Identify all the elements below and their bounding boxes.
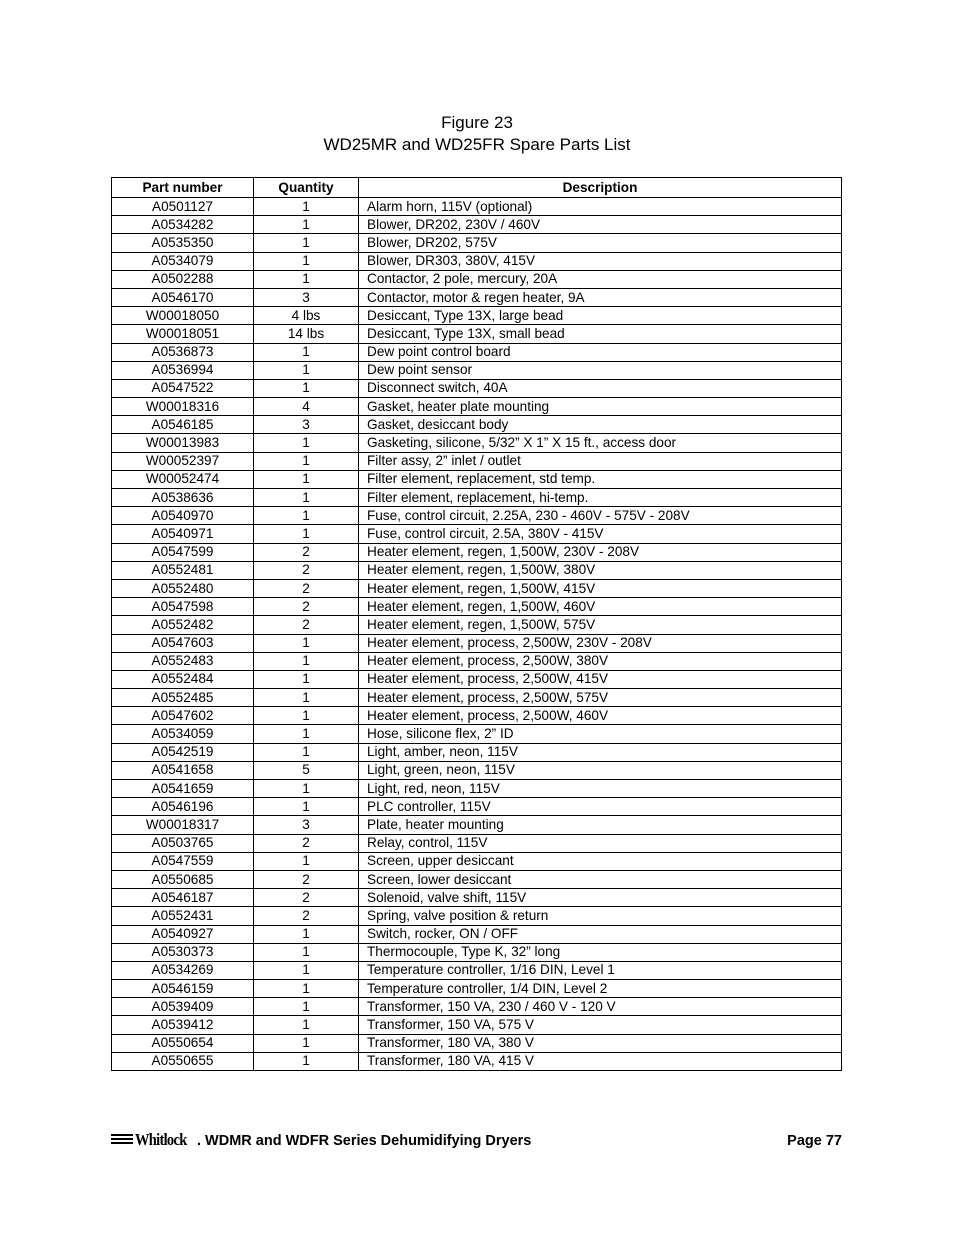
quantity-cell: 1	[254, 1034, 359, 1052]
part-number-cell: A0534079	[112, 252, 254, 270]
table-row	[112, 961, 842, 979]
part-number-cell: A0547603	[112, 634, 254, 652]
part-number-cell: A0535350	[112, 234, 254, 252]
quantity-cell: 1	[254, 343, 359, 361]
quantity-cell: 1	[254, 707, 359, 725]
part-number-cell: A0530373	[112, 943, 254, 961]
table-row	[112, 234, 842, 252]
table-row	[112, 616, 842, 634]
table-row	[112, 507, 842, 525]
table-row	[112, 343, 842, 361]
quantity-cell: 1	[254, 470, 359, 488]
quantity-cell: 2	[254, 870, 359, 888]
table-row	[112, 198, 842, 216]
table-row	[112, 307, 842, 325]
table-row	[112, 543, 842, 561]
part-number-cell: A0540970	[112, 507, 254, 525]
part-number-cell: A0539412	[112, 1016, 254, 1034]
part-number-cell: W00052474	[112, 470, 254, 488]
part-number-cell: A0546187	[112, 889, 254, 907]
description-cell: Contactor, 2 pole, mercury, 20A	[359, 270, 842, 288]
description-cell: Blower, DR202, 575V	[359, 234, 842, 252]
whitlock-logo	[111, 1130, 188, 1150]
quantity-cell: 2	[254, 616, 359, 634]
quantity-cell: 1	[254, 925, 359, 943]
table-row	[112, 525, 842, 543]
part-number-cell: A0546185	[112, 416, 254, 434]
table-row	[112, 252, 842, 270]
spare-parts-table	[111, 177, 842, 1071]
quantity-cell: 1	[254, 216, 359, 234]
logo-mark-icon	[111, 1133, 133, 1147]
table-row	[112, 670, 842, 688]
part-number-cell: A0547522	[112, 379, 254, 397]
description-cell: Thermocouple, Type K, 32” long	[359, 943, 842, 961]
part-number-cell: A0534059	[112, 725, 254, 743]
quantity-cell: 1	[254, 852, 359, 870]
quantity-cell: 1	[254, 998, 359, 1016]
description-cell: Screen, lower desiccant	[359, 870, 842, 888]
part-number-cell: A0550655	[112, 1052, 254, 1070]
description-cell: Heater element, regen, 1,500W, 380V	[359, 561, 842, 579]
part-number-cell: A0552485	[112, 689, 254, 707]
part-number-cell: W00018050	[112, 307, 254, 325]
part-number-cell: W00018051	[112, 325, 254, 343]
part-number-cell: A0547598	[112, 598, 254, 616]
description-cell: Hose, silicone flex, 2” ID	[359, 725, 842, 743]
part-number-cell: A0536994	[112, 361, 254, 379]
description-cell: Blower, DR303, 380V, 415V	[359, 252, 842, 270]
part-number-cell: A0547559	[112, 852, 254, 870]
table-row	[112, 780, 842, 798]
table-row	[112, 998, 842, 1016]
part-number-cell: A0550654	[112, 1034, 254, 1052]
quantity-cell: 1	[254, 689, 359, 707]
description-cell: Spring, valve position & return	[359, 907, 842, 925]
part-number-cell: A0542519	[112, 743, 254, 761]
part-number-cell: A0547602	[112, 707, 254, 725]
quantity-cell: 1	[254, 652, 359, 670]
description-cell: Gasket, desiccant body	[359, 416, 842, 434]
part-number-cell: A0552431	[112, 907, 254, 925]
description-cell: Heater element, regen, 1,500W, 460V	[359, 598, 842, 616]
description-cell: Transformer, 150 VA, 230 / 460 V - 120 V	[359, 998, 842, 1016]
quantity-cell: 2	[254, 543, 359, 561]
table-row	[112, 689, 842, 707]
description-cell: Heater element, process, 2,500W, 460V	[359, 707, 842, 725]
quantity-cell: 1	[254, 434, 359, 452]
description-cell: Disconnect switch, 40A	[359, 379, 842, 397]
table-row	[112, 907, 842, 925]
description-cell: Filter assy, 2” inlet / outlet	[359, 452, 842, 470]
part-number-cell: A0501127	[112, 198, 254, 216]
description-cell: Dew point sensor	[359, 361, 842, 379]
description-cell: Filter element, replacement, std temp.	[359, 470, 842, 488]
description-cell: PLC controller, 115V	[359, 798, 842, 816]
part-number-cell: A0552480	[112, 579, 254, 597]
quantity-cell: 1	[254, 943, 359, 961]
description-cell: Gasketing, silicone, 5/32” X 1” X 15 ft., access door	[359, 434, 842, 452]
table-row	[112, 416, 842, 434]
table-row	[112, 579, 842, 597]
table-row	[112, 1052, 842, 1070]
quantity-cell: 1	[254, 198, 359, 216]
column-header-part-number: Part number	[112, 178, 254, 198]
part-number-cell: A0534269	[112, 961, 254, 979]
table-row	[112, 398, 842, 416]
table-row	[112, 489, 842, 507]
description-cell: Contactor, motor & regen heater, 9A	[359, 288, 842, 306]
part-number-cell: W00018316	[112, 398, 254, 416]
quantity-cell: 1	[254, 252, 359, 270]
table-row	[112, 598, 842, 616]
quantity-cell: 2	[254, 889, 359, 907]
part-number-cell: A0534282	[112, 216, 254, 234]
part-number-cell: A0540971	[112, 525, 254, 543]
quantity-cell: 1	[254, 234, 359, 252]
part-number-cell: W00018317	[112, 816, 254, 834]
table-row	[112, 816, 842, 834]
quantity-cell: 1	[254, 270, 359, 288]
table-row	[112, 379, 842, 397]
table-row	[112, 270, 842, 288]
quantity-cell: 3	[254, 416, 359, 434]
table-row	[112, 1034, 842, 1052]
part-number-cell: A0546159	[112, 980, 254, 998]
quantity-cell: 1	[254, 725, 359, 743]
description-cell: Gasket, heater plate mounting	[359, 398, 842, 416]
part-number-cell: A0546170	[112, 288, 254, 306]
table-row	[112, 943, 842, 961]
description-cell: Transformer, 150 VA, 575 V	[359, 1016, 842, 1034]
quantity-cell: 1	[254, 798, 359, 816]
description-cell: Transformer, 180 VA, 415 V	[359, 1052, 842, 1070]
quantity-cell: 1	[254, 489, 359, 507]
table-row	[112, 834, 842, 852]
column-header-quantity: Quantity	[254, 178, 359, 198]
table-row	[112, 925, 842, 943]
table-row	[112, 707, 842, 725]
table-row	[112, 852, 842, 870]
description-cell: Heater element, process, 2,500W, 230V - 208V	[359, 634, 842, 652]
table-row	[112, 325, 842, 343]
part-number-cell: A0552484	[112, 670, 254, 688]
table-row	[112, 798, 842, 816]
table-row	[112, 1016, 842, 1034]
quantity-cell: 3	[254, 288, 359, 306]
quantity-cell: 2	[254, 834, 359, 852]
table-row	[112, 561, 842, 579]
part-number-cell: A0541658	[112, 761, 254, 779]
quantity-cell: 2	[254, 579, 359, 597]
part-number-cell: W00013983	[112, 434, 254, 452]
quantity-cell: 1	[254, 507, 359, 525]
table-row	[112, 889, 842, 907]
description-cell: Light, red, neon, 115V	[359, 780, 842, 798]
page-footer	[111, 1130, 842, 1152]
part-number-cell: A0540927	[112, 925, 254, 943]
part-number-cell: A0538636	[112, 489, 254, 507]
table-row	[112, 452, 842, 470]
table-header-row	[112, 178, 842, 198]
quantity-cell: 1	[254, 670, 359, 688]
description-cell: Fuse, control circuit, 2.5A, 380V - 415V	[359, 525, 842, 543]
part-number-cell: A0546196	[112, 798, 254, 816]
table-row	[112, 470, 842, 488]
description-cell: Desiccant, Type 13X, large bead	[359, 307, 842, 325]
description-cell: Temperature controller, 1/4 DIN, Level 2	[359, 980, 842, 998]
quantity-cell: 5	[254, 761, 359, 779]
description-cell: Transformer, 180 VA, 380 V	[359, 1034, 842, 1052]
description-cell: Alarm horn, 115V (optional)	[359, 198, 842, 216]
description-cell: Heater element, process, 2,500W, 575V	[359, 689, 842, 707]
table-row	[112, 870, 842, 888]
description-cell: Switch, rocker, ON / OFF	[359, 925, 842, 943]
quantity-cell: 1	[254, 452, 359, 470]
description-cell: Heater element, regen, 1,500W, 575V	[359, 616, 842, 634]
quantity-cell: 3	[254, 816, 359, 834]
description-cell: Screen, upper desiccant	[359, 852, 842, 870]
part-number-cell: A0539409	[112, 998, 254, 1016]
footer-title: . WDMR and WDFR Series Dehumidifying Dryers	[197, 1133, 532, 1149]
part-number-cell: A0502288	[112, 270, 254, 288]
table-row	[112, 761, 842, 779]
table-row	[112, 634, 842, 652]
quantity-cell: 1	[254, 1052, 359, 1070]
quantity-cell: 2	[254, 561, 359, 579]
part-number-cell: A0552481	[112, 561, 254, 579]
table-row	[112, 725, 842, 743]
figure-title: WD25MR and WD25FR Spare Parts List	[323, 135, 631, 154]
quantity-cell: 1	[254, 743, 359, 761]
quantity-cell: 1	[254, 1016, 359, 1034]
quantity-cell: 2	[254, 907, 359, 925]
description-cell: Filter element, replacement, hi-temp.	[359, 489, 842, 507]
table-row	[112, 216, 842, 234]
part-number-cell: A0552483	[112, 652, 254, 670]
part-number-cell: A0536873	[112, 343, 254, 361]
part-number-cell: W00052397	[112, 452, 254, 470]
part-number-cell: A0552482	[112, 616, 254, 634]
quantity-cell: 4 lbs	[254, 307, 359, 325]
quantity-cell: 2	[254, 598, 359, 616]
description-cell: Light, amber, neon, 115V	[359, 743, 842, 761]
quantity-cell: 1	[254, 980, 359, 998]
table-row	[112, 434, 842, 452]
part-number-cell: A0541659	[112, 780, 254, 798]
figure-number: Figure 23	[441, 113, 513, 132]
part-number-cell: A0547599	[112, 543, 254, 561]
description-cell: Light, green, neon, 115V	[359, 761, 842, 779]
part-number-cell: A0550685	[112, 870, 254, 888]
table-row	[112, 288, 842, 306]
table-row	[112, 743, 842, 761]
quantity-cell: 14 lbs	[254, 325, 359, 343]
description-cell: Desiccant, Type 13X, small bead	[359, 325, 842, 343]
description-cell: Temperature controller, 1/16 DIN, Level 1	[359, 961, 842, 979]
description-cell: Solenoid, valve shift, 115V	[359, 889, 842, 907]
quantity-cell: 1	[254, 379, 359, 397]
column-header-description: Description	[359, 178, 842, 198]
figure-caption	[0, 112, 954, 156]
page-number: Page 77	[787, 1133, 842, 1149]
part-number-cell: A0503765	[112, 834, 254, 852]
description-cell: Plate, heater mounting	[359, 816, 842, 834]
table-row	[112, 980, 842, 998]
description-cell: Heater element, regen, 1,500W, 230V - 208V	[359, 543, 842, 561]
quantity-cell: 1	[254, 961, 359, 979]
logo-text: Whitlock	[135, 1130, 187, 1149]
quantity-cell: 1	[254, 780, 359, 798]
table-row	[112, 361, 842, 379]
description-cell: Relay, control, 115V	[359, 834, 842, 852]
quantity-cell: 4	[254, 398, 359, 416]
quantity-cell: 1	[254, 361, 359, 379]
description-cell: Blower, DR202, 230V / 460V	[359, 216, 842, 234]
description-cell: Heater element, process, 2,500W, 415V	[359, 670, 842, 688]
description-cell: Heater element, regen, 1,500W, 415V	[359, 579, 842, 597]
description-cell: Fuse, control circuit, 2.25A, 230 - 460V - 575V - 208V	[359, 507, 842, 525]
description-cell: Dew point control board	[359, 343, 842, 361]
table-row	[112, 652, 842, 670]
description-cell: Heater element, process, 2,500W, 380V	[359, 652, 842, 670]
quantity-cell: 1	[254, 525, 359, 543]
quantity-cell: 1	[254, 634, 359, 652]
